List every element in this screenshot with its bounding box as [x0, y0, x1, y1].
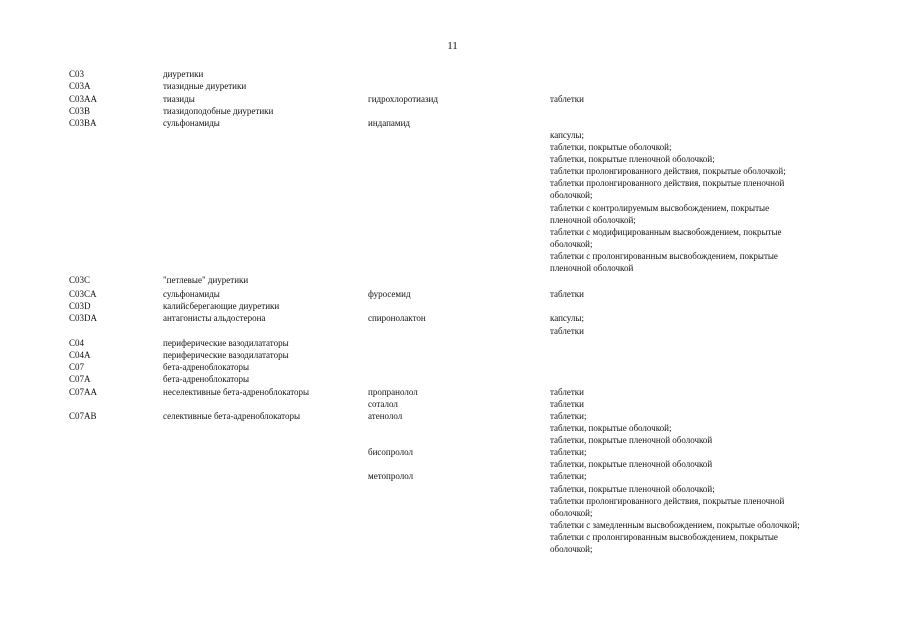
- dosage-form-cell: таблетки пролонгированного действия, покрытые пленочной: [550, 178, 785, 188]
- group-name-cell: калийсберегающие диуретики: [163, 301, 280, 311]
- table-row: [0, 519, 905, 531]
- page-number: 11: [447, 40, 458, 52]
- table-row: [0, 105, 905, 117]
- atc-code-cell: C07A: [69, 374, 91, 384]
- dosage-form-cell: таблетки с контролируемым высвобождением, покрытые: [550, 203, 770, 213]
- table-row: [0, 177, 905, 189]
- table-row: [0, 238, 905, 250]
- dosage-form-cell: оболочкой;: [550, 544, 593, 554]
- table-row: [0, 68, 905, 80]
- dosage-form-cell: таблетки: [550, 289, 585, 299]
- table-row: [0, 288, 905, 300]
- atc-code-cell: C03DA: [69, 313, 98, 323]
- atc-code-cell: C07: [69, 362, 85, 372]
- dosage-form-cell: оболочкой;: [550, 239, 593, 249]
- group-name-cell: селективные бета-адреноблокаторы: [163, 411, 301, 421]
- table-row: [0, 202, 905, 214]
- atc-code-cell: C07AB: [69, 411, 97, 421]
- dosage-form-cell: капсулы;: [550, 130, 584, 140]
- dosage-form-cell: таблетки пролонгированного действия, покрытые оболочкой;: [550, 166, 786, 176]
- dosage-form-cell: таблетки с замедленным высвобождением, покрытые оболочкой;: [550, 520, 800, 530]
- table-row: [0, 262, 905, 274]
- drug-name-cell: соталол: [368, 399, 398, 409]
- table-row: [0, 325, 905, 337]
- drug-name-cell: атенолол: [368, 411, 403, 421]
- table-row: [0, 165, 905, 177]
- group-name-cell: неселективные бета-адреноблокаторы: [163, 387, 310, 397]
- dosage-form-cell: оболочкой;: [550, 190, 593, 200]
- group-name-cell: тиазидные диуретики: [163, 81, 247, 91]
- dosage-form-cell: таблетки, покрытые пленочной оболочкой: [550, 459, 713, 469]
- dosage-form-cell: таблетки: [550, 326, 585, 336]
- dosage-form-cell: таблетки;: [550, 471, 587, 481]
- table-row: [0, 153, 905, 165]
- dosage-form-cell: таблетки: [550, 94, 585, 104]
- group-name-cell: тиазидоподобные диуретики: [163, 106, 274, 116]
- dosage-form-cell: таблетки;: [550, 447, 587, 457]
- drug-name-cell: гидрохлоротиазид: [368, 94, 438, 104]
- drug-name-cell: индапамид: [368, 118, 410, 128]
- group-name-cell: "петлевые" диуретики: [163, 275, 249, 285]
- dosage-form-cell: таблетки, покрытые оболочкой;: [550, 423, 672, 433]
- group-name-cell: сульфонамиды: [163, 289, 220, 299]
- dosage-form-cell: таблетки: [550, 387, 585, 397]
- dosage-form-cell: пленочной оболочкой: [550, 263, 634, 273]
- table-row: [0, 386, 905, 398]
- table-row: [0, 189, 905, 201]
- table-row: [0, 398, 905, 410]
- group-name-cell: антагонисты альдостерона: [163, 313, 266, 323]
- table-row: [0, 250, 905, 262]
- dosage-form-cell: таблетки;: [550, 411, 587, 421]
- group-name-cell: сульфонамиды: [163, 118, 220, 128]
- table-row: [0, 93, 905, 105]
- table-row: [0, 349, 905, 361]
- atc-code-cell: C03B: [69, 106, 91, 116]
- atc-code-cell: C07AA: [69, 387, 98, 397]
- table-row: [0, 117, 905, 129]
- group-name-cell: бета-адреноблокаторы: [163, 374, 250, 384]
- table-row: [0, 470, 905, 482]
- table-row: [0, 507, 905, 519]
- table-row: [0, 495, 905, 507]
- atc-code-cell: C03A: [69, 81, 91, 91]
- table-row: [0, 373, 905, 385]
- drug-name-cell: пропранолол: [368, 387, 418, 397]
- table-row: [0, 129, 905, 141]
- table-row: [0, 410, 905, 422]
- dosage-form-cell: таблетки, покрытые оболочкой;: [550, 142, 672, 152]
- table-row: [0, 458, 905, 470]
- dosage-form-cell: таблетки, покрытые пленочной оболочкой;: [550, 154, 715, 164]
- table-row: [0, 141, 905, 153]
- group-name-cell: бета-адреноблокаторы: [163, 362, 250, 372]
- drug-name-cell: спиронолактон: [368, 313, 426, 323]
- atc-code-cell: C03BA: [69, 118, 97, 128]
- group-name-cell: периферические вазодилататоры: [163, 350, 289, 360]
- table-row: [0, 422, 905, 434]
- dosage-form-cell: пленочной оболочкой;: [550, 215, 636, 225]
- table-row: [0, 446, 905, 458]
- table-row: [0, 543, 905, 555]
- table-row: [0, 274, 905, 286]
- table-row: [0, 226, 905, 238]
- atc-code-cell: C03CA: [69, 289, 97, 299]
- dosage-form-cell: таблетки, покрытые пленочной оболочкой: [550, 435, 713, 445]
- atc-code-cell: C03D: [69, 301, 91, 311]
- table-row: [0, 483, 905, 495]
- atc-code-cell: C03C: [69, 275, 91, 285]
- dosage-form-cell: таблетки, покрытые пленочной оболочкой;: [550, 484, 715, 494]
- table-row: [0, 312, 905, 324]
- group-name-cell: периферические вазодилататоры: [163, 338, 289, 348]
- table-row: [0, 434, 905, 446]
- group-name-cell: тиазиды: [163, 94, 195, 104]
- dosage-form-cell: капсулы;: [550, 313, 584, 323]
- group-name-cell: диуретики: [163, 69, 204, 79]
- dosage-form-cell: таблетки: [550, 399, 585, 409]
- atc-code-cell: C04: [69, 338, 85, 348]
- drug-name-cell: метопролол: [368, 471, 414, 481]
- table-row: [0, 80, 905, 92]
- dosage-form-cell: таблетки с модифицированным высвобождением, покрытые: [550, 227, 782, 237]
- dosage-form-cell: таблетки с пролонгированным высвобождением, покрытые: [550, 532, 778, 542]
- drug-name-cell: фуросемид: [368, 289, 411, 299]
- table-row: [0, 300, 905, 312]
- atc-code-cell: C03AA: [69, 94, 98, 104]
- dosage-form-cell: таблетки пролонгированного действия, покрытые пленочной: [550, 496, 785, 506]
- dosage-form-cell: оболочкой;: [550, 508, 593, 518]
- table-row: [0, 361, 905, 373]
- dosage-form-cell: таблетки с пролонгированным высвобождением, покрытые: [550, 251, 778, 261]
- table-row: [0, 531, 905, 543]
- table-row: [0, 214, 905, 226]
- table-row: [0, 337, 905, 349]
- atc-code-cell: C03: [69, 69, 85, 79]
- drug-name-cell: бисопролол: [368, 447, 413, 457]
- atc-code-cell: C04A: [69, 350, 91, 360]
